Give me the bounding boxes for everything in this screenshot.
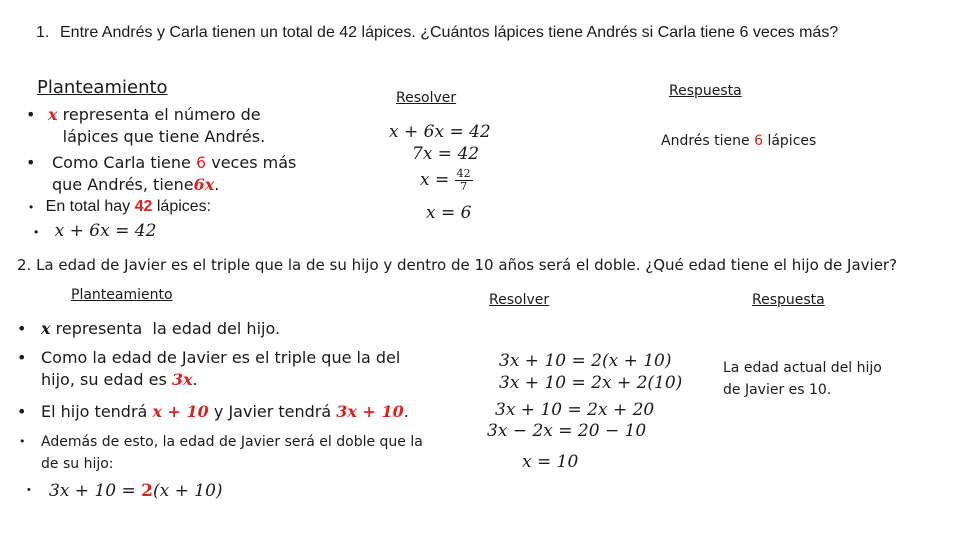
- problem1-bullet-1-text: representa el número de lápices que tiene Andrés.: [62, 105, 266, 146]
- problem2-bullet-1: • x representa la edad del hijo.: [17, 319, 281, 338]
- problem1-step-3: [420, 168, 473, 193]
- problem2-bullet-3: • El hijo tendrá x + 10 y Javier tendrá 3x + 10.: [17, 402, 409, 421]
- problem1-bullet-4-eq: x + 6x = 42: [54, 221, 157, 241]
- problem2-bullet-2-end: .: [192, 370, 198, 389]
- problem1-bullet-2: • Como Carla tiene 6 veces más que Andrés, tiene6x.: [26, 153, 297, 194]
- problem2-bullet-5-two: 2: [141, 481, 153, 501]
- problem2-bullet-3-expr2: 3x + 10: [336, 402, 404, 421]
- problem1-resolver-heading: Resolver: [396, 90, 457, 106]
- problem1-step-3-numerator: 42: [456, 167, 471, 180]
- problem2-bullet-2: • Como la edad de Javier es el triple que la del hijo, su edad es 3x.: [17, 348, 401, 389]
- problem2-bullet-1-text: representa la edad del hijo.: [55, 319, 281, 338]
- problem1-var-x: x: [48, 105, 58, 124]
- problem1-answer-num: 6: [754, 133, 763, 149]
- problem1-step-3-fraction: [455, 168, 473, 193]
- problem2-bullet-4-line1: Además de esto, la edad de Javier será el doble que la: [41, 434, 423, 450]
- problem1-answer: [661, 130, 816, 152]
- problem1-bullet-1: • x representa el número de lápices que tiene Andrés.: [48, 104, 273, 148]
- problem2-bullet-2-line2: hijo, su edad es: [41, 370, 167, 389]
- problem2-answer: [723, 357, 882, 401]
- problem2-step-4: 3x − 2x = 20 − 10: [487, 421, 647, 441]
- problem1-bullet-3-pre: En total hay: [45, 198, 131, 215]
- problem1-bullet-2-expr: 6x: [193, 175, 215, 194]
- problem2-bullet-3-expr1: x + 10: [152, 402, 209, 421]
- problem1-question: [36, 22, 916, 43]
- problem2-var-x: x: [41, 319, 51, 338]
- problem1-respuesta-heading: Respuesta: [669, 83, 742, 99]
- problem2-planteamiento-heading: Planteamiento: [71, 287, 173, 303]
- problem2-bullet-3-mid: y Javier tendrá: [213, 402, 332, 421]
- problem1-step-3-lhs: x =: [420, 170, 450, 190]
- problem1-question-text: Entre Andrés y Carla tienen un total de 42 lápices. ¿Cuántos lápices tiene Andrés si Carla tiene 6 veces más?: [60, 24, 839, 41]
- problem2-bullet-3-pre: El hijo tendrá: [41, 402, 148, 421]
- problem1-planteamiento-heading: Planteamiento: [37, 77, 168, 98]
- problem2-respuesta-heading: Respuesta: [752, 292, 825, 308]
- problem1-step-3-denominator: 7: [460, 180, 468, 193]
- problem2-answer-line2: de Javier es 10.: [723, 382, 832, 398]
- problem2-bullet-5-rhs: (x + 10): [153, 481, 223, 501]
- problem1-bullet-3: • En total hay 42 lápices:: [29, 198, 212, 215]
- problem1-step-4: x = 6: [426, 203, 472, 223]
- problem2-bullet-2-line2-wrap: [41, 369, 400, 391]
- problem1-bullet-2-pre: Como Carla tiene: [52, 153, 191, 172]
- problem1-bullet-2-num: 6: [195, 153, 207, 172]
- problem2-bullet-4: • Además de esto, la edad de Javier será el doble que la de su hijo:: [41, 431, 423, 475]
- problem2-step-1: 3x + 10 = 2(x + 10): [499, 351, 672, 371]
- problem2-answer-line1: La edad actual del hijo: [723, 360, 882, 376]
- problem1-bullet-2-end: .: [214, 175, 220, 194]
- problem2-question: 2. La edad de Javier es el triple que la de su hijo y dentro de 10 años será el doble. ¿Qué edad tiene el hijo de Javier?: [17, 256, 898, 274]
- problem1-answer-pre: Andrés tiene: [661, 133, 750, 149]
- problem2-step-3: 3x + 10 = 2x + 20: [495, 400, 655, 420]
- problem1-bullet-3-num: 42: [134, 198, 153, 215]
- problem2-bullet-5: • 3x + 10 = 2(x + 10): [27, 481, 223, 501]
- problem1-bullet-4: • x + 6x = 42: [34, 221, 157, 241]
- problem1-bullet-3-post: lápices:: [156, 198, 212, 215]
- problem2-step-2: 3x + 10 = 2x + 2(10): [499, 373, 683, 393]
- problem2-bullet-2-expr: 3x: [171, 370, 193, 389]
- problem2-bullet-4-line2: de su hijo:: [41, 456, 114, 472]
- problem2-step-5: x = 10: [522, 452, 579, 472]
- problem2-bullet-2-line1: Como la edad de Javier es el triple que la del: [41, 348, 401, 367]
- problem1-step-1: x + 6x = 42: [389, 122, 491, 142]
- problem2-bullet-5-lhs: 3x + 10 =: [49, 481, 136, 501]
- problem1-step-2: 7x = 42: [412, 144, 480, 164]
- problem2-bullet-3-end: .: [403, 402, 409, 421]
- problem1-bullet-2-mid: veces más que Andrés, tiene: [52, 153, 297, 194]
- problem1-answer-post: lápices: [767, 133, 817, 149]
- problem1-number: 1.: [36, 24, 50, 41]
- problem2-resolver-heading: Resolver: [489, 292, 550, 308]
